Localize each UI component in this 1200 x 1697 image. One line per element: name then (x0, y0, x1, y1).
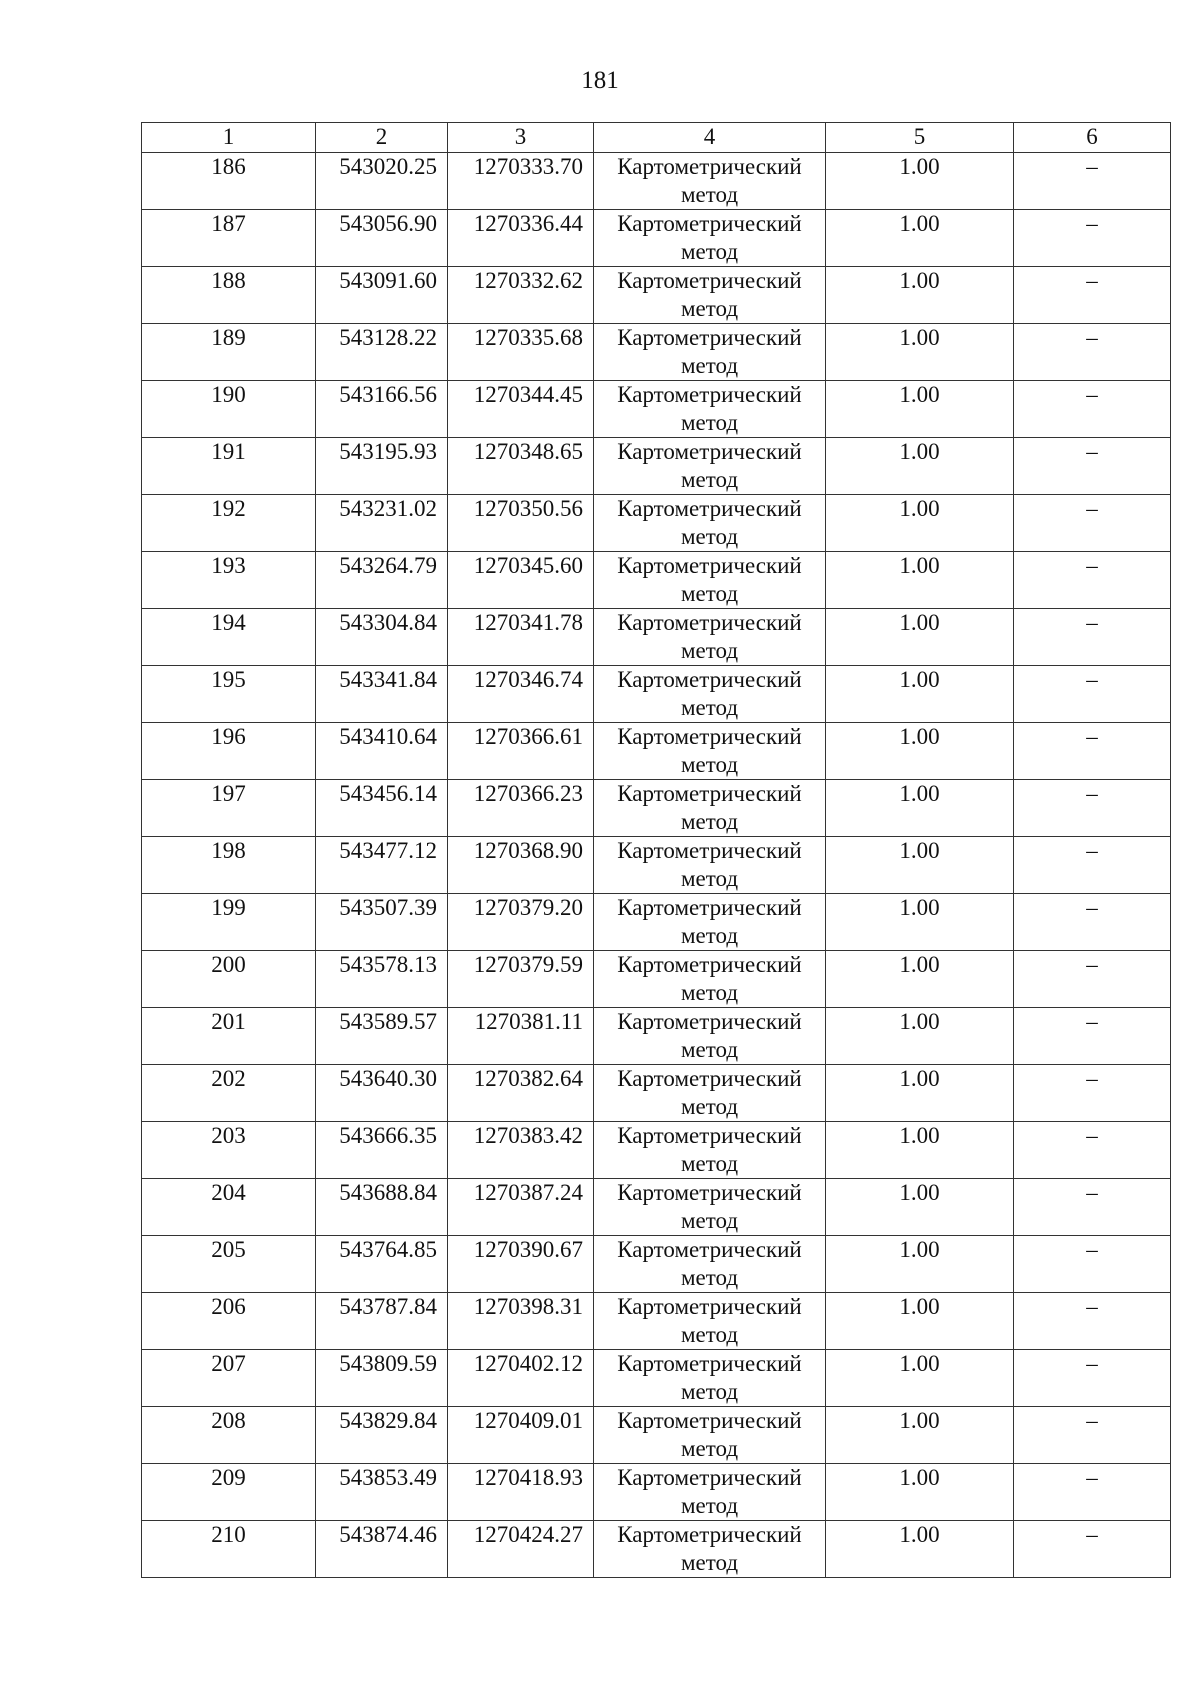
accuracy-cell: 1.00 (826, 1008, 1014, 1065)
table-row (142, 153, 1171, 210)
method-cell: Картометрический метод (594, 267, 826, 324)
x-coordinate-cell: 543578.13 (316, 951, 448, 1008)
accuracy-cell: 1.00 (826, 894, 1014, 951)
column-header: 4 (594, 123, 826, 153)
table-row (142, 723, 1171, 780)
table-row (142, 837, 1171, 894)
table-row (142, 1122, 1171, 1179)
accuracy-cell: 1.00 (826, 552, 1014, 609)
y-coordinate-cell: 1270368.90 (448, 837, 594, 894)
table-body (142, 153, 1171, 1578)
y-coordinate-cell: 1270379.20 (448, 894, 594, 951)
accuracy-cell: 1.00 (826, 780, 1014, 837)
y-coordinate-cell: 1270366.61 (448, 723, 594, 780)
point-number-cell: 202 (142, 1065, 316, 1122)
x-coordinate-cell: 543410.64 (316, 723, 448, 780)
x-coordinate-cell: 543477.12 (316, 837, 448, 894)
table-row (142, 780, 1171, 837)
point-number-cell: 196 (142, 723, 316, 780)
y-coordinate-cell: 1270366.23 (448, 780, 594, 837)
description-cell: – (1014, 1236, 1171, 1293)
x-coordinate-cell: 543809.59 (316, 1350, 448, 1407)
point-number-cell: 195 (142, 666, 316, 723)
description-cell: – (1014, 723, 1171, 780)
table-row (142, 324, 1171, 381)
method-cell: Картометрический метод (594, 723, 826, 780)
point-number-cell: 192 (142, 495, 316, 552)
column-header: 2 (316, 123, 448, 153)
y-coordinate-cell: 1270335.68 (448, 324, 594, 381)
description-cell: – (1014, 951, 1171, 1008)
table-row (142, 1293, 1171, 1350)
accuracy-cell: 1.00 (826, 1350, 1014, 1407)
accuracy-cell: 1.00 (826, 837, 1014, 894)
point-number-cell: 197 (142, 780, 316, 837)
point-number-cell: 191 (142, 438, 316, 495)
y-coordinate-cell: 1270390.67 (448, 1236, 594, 1293)
point-number-cell: 208 (142, 1407, 316, 1464)
y-coordinate-cell: 1270398.31 (448, 1293, 594, 1350)
description-cell: – (1014, 1293, 1171, 1350)
table-row (142, 552, 1171, 609)
point-number-cell: 203 (142, 1122, 316, 1179)
description-cell: – (1014, 324, 1171, 381)
point-number-cell: 206 (142, 1293, 316, 1350)
point-number-cell: 205 (142, 1236, 316, 1293)
accuracy-cell: 1.00 (826, 1122, 1014, 1179)
accuracy-cell: 1.00 (826, 723, 1014, 780)
method-cell: Картометрический метод (594, 1179, 826, 1236)
accuracy-cell: 1.00 (826, 324, 1014, 381)
y-coordinate-cell: 1270383.42 (448, 1122, 594, 1179)
column-header: 1 (142, 123, 316, 153)
method-cell: Картометрический метод (594, 780, 826, 837)
description-cell: – (1014, 438, 1171, 495)
accuracy-cell: 1.00 (826, 666, 1014, 723)
point-number-cell: 193 (142, 552, 316, 609)
accuracy-cell: 1.00 (826, 381, 1014, 438)
description-cell: – (1014, 1008, 1171, 1065)
table-row (142, 951, 1171, 1008)
description-cell: – (1014, 552, 1171, 609)
accuracy-cell: 1.00 (826, 1407, 1014, 1464)
table-row (142, 267, 1171, 324)
method-cell: Картометрический метод (594, 1236, 826, 1293)
x-coordinate-cell: 543787.84 (316, 1293, 448, 1350)
table-row (142, 894, 1171, 951)
y-coordinate-cell: 1270402.12 (448, 1350, 594, 1407)
description-cell: – (1014, 210, 1171, 267)
x-coordinate-cell: 543166.56 (316, 381, 448, 438)
description-cell: – (1014, 1122, 1171, 1179)
table-row (142, 1464, 1171, 1521)
y-coordinate-cell: 1270350.56 (448, 495, 594, 552)
column-header: 3 (448, 123, 594, 153)
description-cell: – (1014, 894, 1171, 951)
point-number-cell: 194 (142, 609, 316, 666)
accuracy-cell: 1.00 (826, 1521, 1014, 1578)
accuracy-cell: 1.00 (826, 1236, 1014, 1293)
method-cell: Картометрический метод (594, 837, 826, 894)
description-cell: – (1014, 780, 1171, 837)
y-coordinate-cell: 1270341.78 (448, 609, 594, 666)
method-cell: Картометрический метод (594, 1407, 826, 1464)
description-cell: – (1014, 153, 1171, 210)
x-coordinate-cell: 543589.57 (316, 1008, 448, 1065)
method-cell: Картометрический метод (594, 438, 826, 495)
table-row (142, 1179, 1171, 1236)
method-cell: Картометрический метод (594, 951, 826, 1008)
accuracy-cell: 1.00 (826, 1065, 1014, 1122)
method-cell: Картометрический метод (594, 1521, 826, 1578)
x-coordinate-cell: 543056.90 (316, 210, 448, 267)
description-cell: – (1014, 1350, 1171, 1407)
x-coordinate-cell: 543853.49 (316, 1464, 448, 1521)
accuracy-cell: 1.00 (826, 495, 1014, 552)
point-number-cell: 186 (142, 153, 316, 210)
accuracy-cell: 1.00 (826, 267, 1014, 324)
accuracy-cell: 1.00 (826, 951, 1014, 1008)
accuracy-cell: 1.00 (826, 1464, 1014, 1521)
y-coordinate-cell: 1270409.01 (448, 1407, 594, 1464)
point-number-cell: 187 (142, 210, 316, 267)
method-cell: Картометрический метод (594, 495, 826, 552)
x-coordinate-cell: 543507.39 (316, 894, 448, 951)
column-header: 6 (1014, 123, 1171, 153)
description-cell: – (1014, 837, 1171, 894)
table-row (142, 1008, 1171, 1065)
table-row (142, 381, 1171, 438)
table-header-row (142, 123, 1171, 153)
point-number-cell: 199 (142, 894, 316, 951)
description-cell: – (1014, 609, 1171, 666)
method-cell: Картометрический метод (594, 1350, 826, 1407)
x-coordinate-cell: 543304.84 (316, 609, 448, 666)
y-coordinate-cell: 1270332.62 (448, 267, 594, 324)
method-cell: Картометрический метод (594, 210, 826, 267)
description-cell: – (1014, 495, 1171, 552)
description-cell: – (1014, 1521, 1171, 1578)
accuracy-cell: 1.00 (826, 609, 1014, 666)
column-header: 5 (826, 123, 1014, 153)
y-coordinate-cell: 1270333.70 (448, 153, 594, 210)
coordinates-table (141, 122, 1171, 1578)
method-cell: Картометрический метод (594, 1464, 826, 1521)
x-coordinate-cell: 543764.85 (316, 1236, 448, 1293)
y-coordinate-cell: 1270348.65 (448, 438, 594, 495)
accuracy-cell: 1.00 (826, 1179, 1014, 1236)
point-number-cell: 210 (142, 1521, 316, 1578)
method-cell: Картометрический метод (594, 609, 826, 666)
x-coordinate-cell: 543829.84 (316, 1407, 448, 1464)
x-coordinate-cell: 543874.46 (316, 1521, 448, 1578)
page-number: 181 (581, 67, 619, 94)
y-coordinate-cell: 1270345.60 (448, 552, 594, 609)
x-coordinate-cell: 543688.84 (316, 1179, 448, 1236)
method-cell: Картометрический метод (594, 666, 826, 723)
table-row (142, 495, 1171, 552)
table-row (142, 1065, 1171, 1122)
accuracy-cell: 1.00 (826, 210, 1014, 267)
x-coordinate-cell: 543640.30 (316, 1065, 448, 1122)
method-cell: Картометрический метод (594, 552, 826, 609)
point-number-cell: 190 (142, 381, 316, 438)
table-row (142, 210, 1171, 267)
x-coordinate-cell: 543091.60 (316, 267, 448, 324)
accuracy-cell: 1.00 (826, 1293, 1014, 1350)
y-coordinate-cell: 1270387.24 (448, 1179, 594, 1236)
method-cell: Картометрический метод (594, 324, 826, 381)
point-number-cell: 201 (142, 1008, 316, 1065)
accuracy-cell: 1.00 (826, 153, 1014, 210)
y-coordinate-cell: 1270424.27 (448, 1521, 594, 1578)
point-number-cell: 209 (142, 1464, 316, 1521)
description-cell: – (1014, 381, 1171, 438)
point-number-cell: 204 (142, 1179, 316, 1236)
method-cell: Картометрический метод (594, 153, 826, 210)
method-cell: Картометрический метод (594, 1008, 826, 1065)
y-coordinate-cell: 1270344.45 (448, 381, 594, 438)
y-coordinate-cell: 1270346.74 (448, 666, 594, 723)
description-cell: – (1014, 1065, 1171, 1122)
table-row (142, 666, 1171, 723)
x-coordinate-cell: 543231.02 (316, 495, 448, 552)
x-coordinate-cell: 543128.22 (316, 324, 448, 381)
table-row (142, 1350, 1171, 1407)
y-coordinate-cell: 1270382.64 (448, 1065, 594, 1122)
x-coordinate-cell: 543020.25 (316, 153, 448, 210)
method-cell: Картометрический метод (594, 381, 826, 438)
method-cell: Картометрический метод (594, 1065, 826, 1122)
x-coordinate-cell: 543341.84 (316, 666, 448, 723)
x-coordinate-cell: 543666.35 (316, 1122, 448, 1179)
description-cell: – (1014, 1179, 1171, 1236)
point-number-cell: 188 (142, 267, 316, 324)
x-coordinate-cell: 543195.93 (316, 438, 448, 495)
description-cell: – (1014, 267, 1171, 324)
y-coordinate-cell: 1270379.59 (448, 951, 594, 1008)
table-row (142, 609, 1171, 666)
x-coordinate-cell: 543456.14 (316, 780, 448, 837)
point-number-cell: 198 (142, 837, 316, 894)
y-coordinate-cell: 1270418.93 (448, 1464, 594, 1521)
point-number-cell: 207 (142, 1350, 316, 1407)
point-number-cell: 189 (142, 324, 316, 381)
description-cell: – (1014, 1407, 1171, 1464)
x-coordinate-cell: 543264.79 (316, 552, 448, 609)
y-coordinate-cell: 1270336.44 (448, 210, 594, 267)
method-cell: Картометрический метод (594, 894, 826, 951)
point-number-cell: 200 (142, 951, 316, 1008)
description-cell: – (1014, 666, 1171, 723)
table-row (142, 1407, 1171, 1464)
method-cell: Картометрический метод (594, 1122, 826, 1179)
table-row (142, 1236, 1171, 1293)
accuracy-cell: 1.00 (826, 438, 1014, 495)
description-cell: – (1014, 1464, 1171, 1521)
y-coordinate-cell: 1270381.11 (448, 1008, 594, 1065)
table-row (142, 438, 1171, 495)
method-cell: Картометрический метод (594, 1293, 826, 1350)
table-row (142, 1521, 1171, 1578)
